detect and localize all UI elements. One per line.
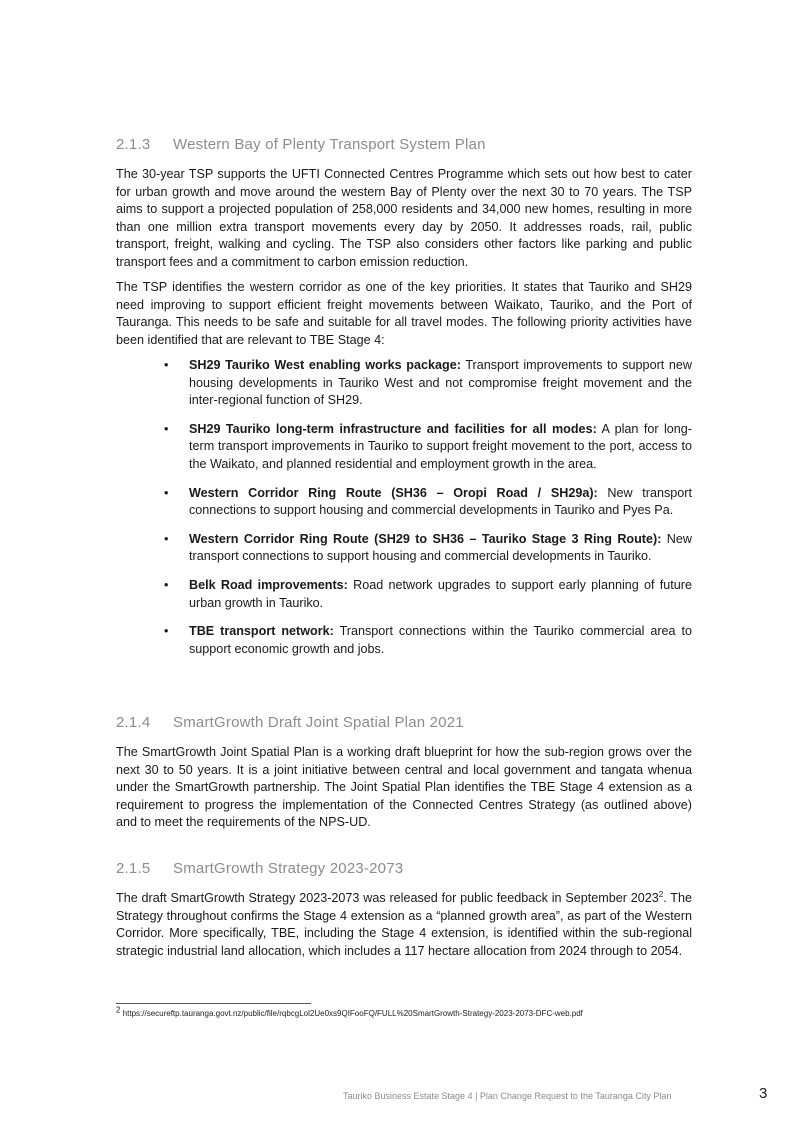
- list-item-text: New transport connections to support housing and commercial developments in Tauriko.: [189, 531, 692, 564]
- list-item: [116, 357, 692, 410]
- paragraph-smartgrowth-strategy: [116, 890, 692, 960]
- page-footer-text: Tauriko Business Estate Stage 4 | Plan Change Request to the Tauranga City Plan: [343, 1091, 672, 1101]
- section-number: 2.1.5: [116, 860, 151, 877]
- paragraph-western-corridor: The TSP identifies the western corridor as one of the key priorities. It states that Tauriko and SH29 need improving to support efficient freight movements between Waikato, Tauriko, and the Port of Tauranga. This needs to be safe and suitable for all travel modes. The following priority activities have been identified that are relevant to TBE Stage 4:: [116, 280, 692, 347]
- list-item: [116, 531, 692, 566]
- paragraph-text: . The Strategy throughout confirms the Stage 4 extension as a “planned growth area”, as part of the Western Corridor. More specifically, TBE, including the Stage 4 extension, is identified within the sub-regional strategic industrial land allocation, which includes a 117 hectare allocation from 2024 through to 2054.: [116, 891, 692, 958]
- section-number: 2.1.3: [116, 136, 151, 153]
- footnote-divider: [116, 1003, 311, 1004]
- bullet-icon: •: [164, 624, 169, 639]
- list-item-title: Belk Road improvements:: [189, 577, 348, 592]
- list-item-text: Transport connections within the Tauriko commercial area to support economic growth and jobs.: [189, 624, 692, 656]
- list-item: [116, 421, 692, 474]
- section-title: SmartGrowth Draft Joint Spatial Plan 2021: [173, 714, 464, 731]
- section-title: Western Bay of Plenty Transport System Plan: [173, 136, 486, 153]
- list-item-title: Western Corridor Ring Route (SH29 to SH36 – Tauriko Stage 3 Ring Route):: [189, 531, 662, 546]
- section-heading-2-1-5: [116, 860, 403, 877]
- list-item-text: New transport connections to support housing and commercial developments in Tauriko and Pyes Pa.: [189, 485, 692, 518]
- list-item-text: A plan for long-term transport improvements in Tauriko to support freight movement to the port, access to the Waikato, and planned residential and employment growth in the area.: [189, 421, 692, 471]
- footnote: [116, 1005, 583, 1018]
- list-item-title: SH29 Tauriko West enabling works package:: [189, 358, 461, 372]
- footnote-url[interactable]: https://secureftp.tauranga.govt.nz/public/file/rqbcgLol2Ue0xs9QIFooFQ/FULL%20SmartGrowth-Strategy-2023-2073-DFC-web.pdf: [120, 1009, 583, 1018]
- bullet-icon: •: [164, 485, 169, 500]
- bullet-icon: •: [164, 577, 169, 592]
- list-item-title: Western Corridor Ring Route (SH36 – Oropi Road / SH29a):: [189, 485, 598, 500]
- list-item: [116, 485, 692, 520]
- list-item-title: SH29 Tauriko long-term infrastructure and facilities for all modes:: [189, 421, 597, 436]
- priority-activities-list: [116, 357, 692, 669]
- bullet-icon: •: [164, 531, 169, 546]
- list-item-title: TBE transport network:: [189, 624, 334, 639]
- list-item: [116, 623, 692, 658]
- section-heading-2-1-4: [116, 714, 464, 731]
- paragraph-text: The draft SmartGrowth Strategy 2023-2073 was released for public feedback in September 2023: [116, 891, 659, 905]
- list-item: [116, 577, 692, 612]
- bullet-icon: •: [164, 358, 169, 372]
- page-number: 3: [759, 1085, 768, 1102]
- footnote-marker: 2: [116, 1005, 121, 1015]
- section-heading-2-1-3: [116, 136, 486, 153]
- list-item-text: Road network upgrades to support early planning of future urban growth in Tauriko.: [189, 577, 692, 610]
- section-number: 2.1.4: [116, 714, 151, 731]
- paragraph-tsp-overview: The 30-year TSP supports the UFTI Connected Centres Programme which sets out how best to cater for urban growth and move around the western Bay of Plenty over the next 30 to 70 years. The TSP aims to support a projected population of 258,000 residents and 34,000 new homes, resulting in more than one million extra transport movements every day by 2050. It addresses roads, rail, public transport, freight, walking and cycling. The TSP also considers other factors like parking and public transport fees and a commitment to carbon emission reduction.: [116, 167, 692, 269]
- footnote-reference[interactable]: 2: [658, 889, 664, 899]
- list-item-text: Transport improvements to support new housing developments in Tauriko West and not compromise freight movement and the inter-regional function of SH29.: [189, 358, 693, 408]
- bullet-icon: •: [164, 421, 169, 436]
- section-title: SmartGrowth Strategy 2023-2073: [173, 860, 404, 877]
- paragraph-joint-spatial-plan: The SmartGrowth Joint Spatial Plan is a working draft blueprint for how the sub-region grows over the next 30 to 50 years. It is a joint initiative between central and local government and tangata whenua under the SmartGrowth partnership. The Joint Spatial Plan identifies the TBE Stage 4 extension as a requirement to progress the implementation of the Connected Centres Strategy (as outlined above) and to meet the requirements of the NPS-UD.: [116, 745, 692, 830]
